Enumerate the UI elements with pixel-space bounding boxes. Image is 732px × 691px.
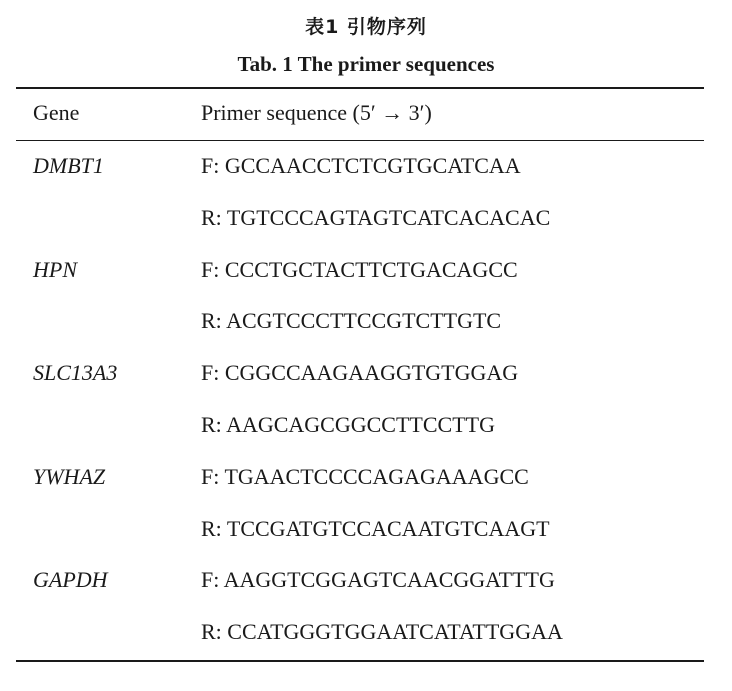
gene-name: YWHAZ [33,463,106,489]
table-row [0,140,732,192]
primer-sequence: F: GCCAACCTCTCGTGCATCAA [201,153,521,178]
table-row [0,347,732,399]
primer-sequence: R: CCATGGGTGGAATCATATTGGAA [201,619,563,645]
primer-sequence: R: ACGTCCCTTCCGTCTTGTC [201,308,502,334]
table-row [0,503,732,555]
table-row [0,399,732,451]
bottom-rule [16,660,704,662]
table-row [0,192,732,244]
table-title-chinese: 表1 引物序列 [305,16,427,38]
table-row [0,554,732,606]
primer-sequence: F: CCCTGCTACTTCTGACAGCC [201,256,518,282]
table-row [0,606,732,658]
primer-sequence: F: AAGGTCGGAGTCAACGGATTTG [201,567,555,593]
table-body [0,140,732,658]
column-header-primer-sequence: Primer sequence (5′ → 3′) [201,100,432,125]
table-row [0,451,732,503]
primer-sequence: F: TGAACTCCCCAGAGAAAGCC [201,463,529,489]
table-row [0,244,732,296]
primer-sequence: R: AAGCAGCGGCCTTCCTTG [201,411,495,437]
table-title-english: Tab. 1 The primer sequences [237,52,495,76]
primer-sequence: R: TGTCCCAGTAGTCATCACACAC [201,204,551,230]
primer-sequence: R: TCCGATGTCCACAATGTCAAGT [201,515,550,541]
top-rule [16,87,704,89]
gene-name: DMBT1 [33,153,104,178]
gene-name: SLC13A3 [33,360,118,386]
primer-sequence: F: CGGCCAAGAAGGTGTGGAG [201,360,519,386]
gene-name: GAPDH [33,567,108,593]
table-row [0,295,732,347]
column-header-gene: Gene [33,100,80,125]
gene-name: HPN [33,256,77,282]
